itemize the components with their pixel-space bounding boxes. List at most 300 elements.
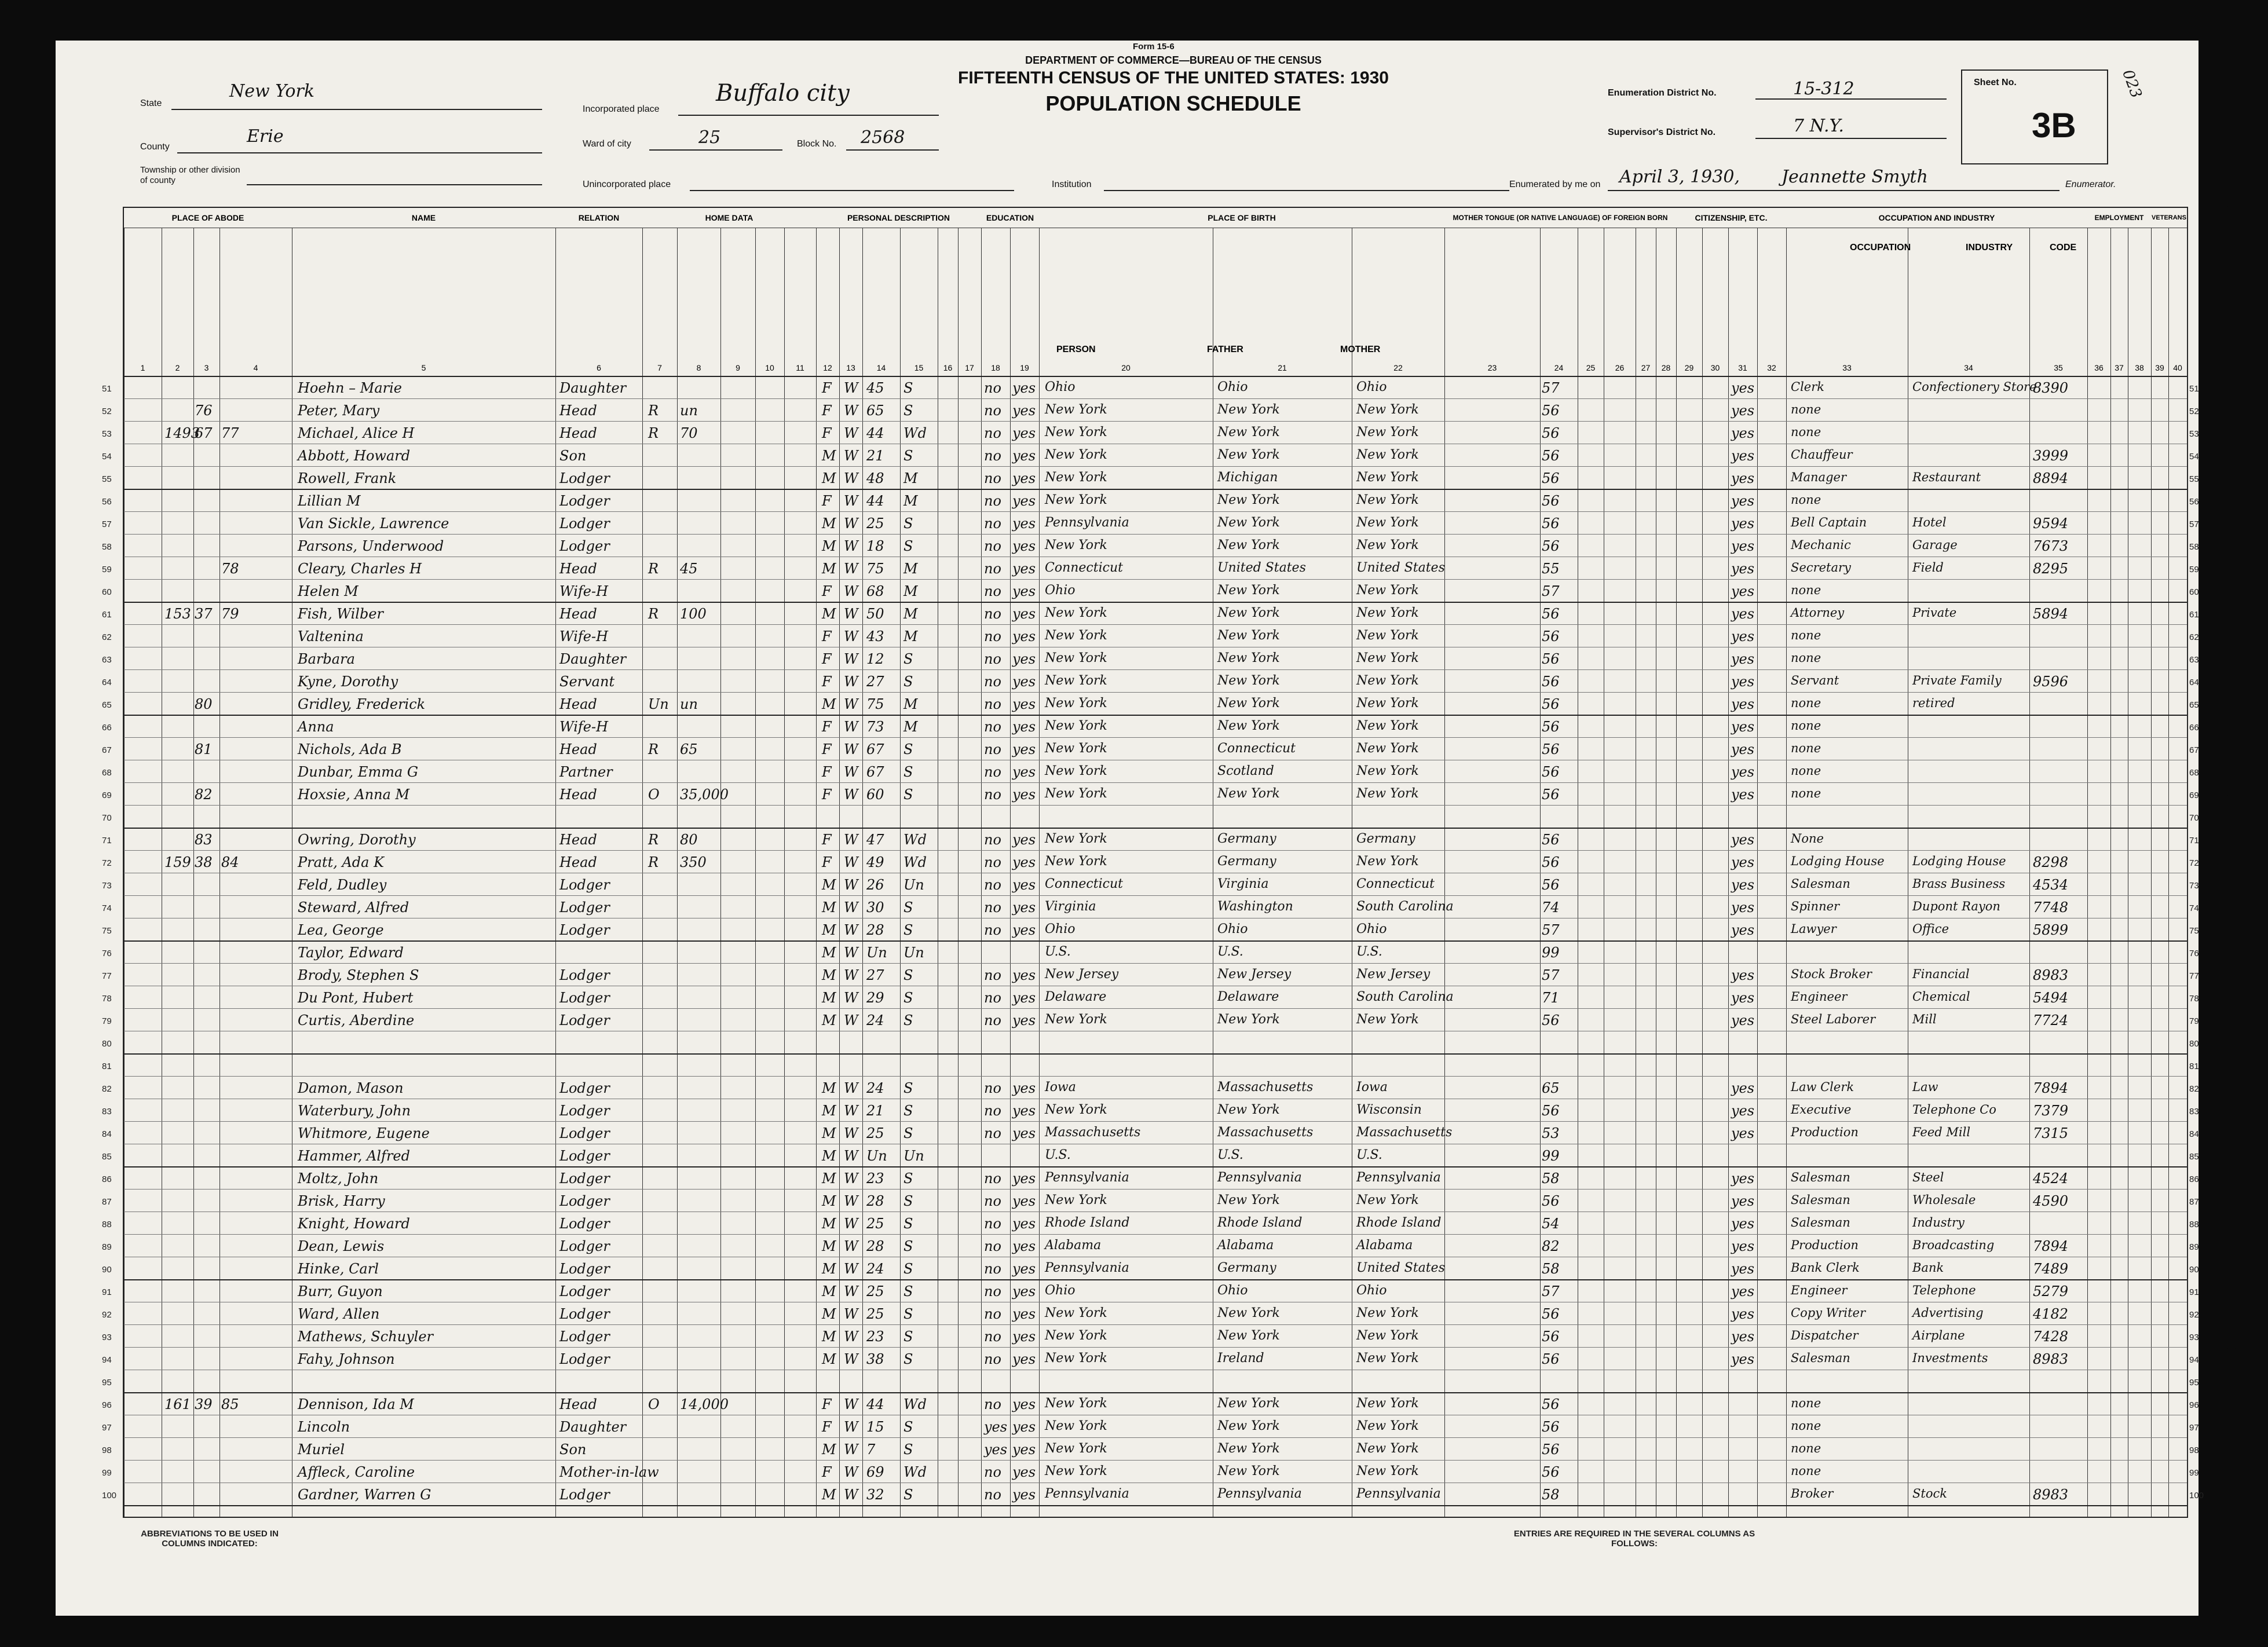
line-number: 68 [102, 768, 112, 778]
line-number: 66 [2189, 723, 2199, 733]
cell-sch: no [984, 1080, 1001, 1096]
cell-dw: 37 [195, 606, 213, 622]
cell-sex: M [822, 696, 836, 712]
cell-mb: Pennsylvania [1356, 1487, 1441, 1501]
cell-dw: 76 [195, 402, 213, 419]
cell-age: 67 [866, 764, 884, 780]
row-rule [124, 715, 2187, 716]
column-number: 39 [2155, 363, 2164, 372]
cell-fb: Massachusetts [1217, 1080, 1314, 1095]
column-number: 24 [1554, 363, 1564, 372]
cell-occ: Law Clerk [1791, 1080, 1854, 1094]
line-number: 72 [102, 858, 112, 868]
line-number: 80 [102, 1039, 112, 1049]
cell-fam: 77 [221, 425, 239, 441]
row-rule [124, 1189, 2187, 1190]
line-number: 94 [102, 1355, 112, 1365]
cell-fb: New York [1217, 696, 1280, 711]
cell-mb: New York [1356, 448, 1419, 462]
cell-eng: yes [1731, 899, 1755, 916]
cell-own: R [648, 561, 659, 577]
cell-age: 73 [866, 719, 884, 735]
cell-mar: Un [903, 877, 924, 893]
column-number: 33 [1842, 363, 1852, 372]
cell-rd: yes [1012, 1261, 1036, 1277]
cell-race: W [844, 922, 858, 938]
cell-rel: Head [559, 402, 597, 419]
cell-name: Dunbar, Emma G [298, 764, 419, 780]
cell-sex: F [822, 854, 832, 870]
cell-occ: Clerk [1791, 380, 1824, 394]
punch-hole [2223, 795, 2240, 812]
cell-mb: New York [1356, 606, 1419, 620]
cell-name: Feld, Dudley [298, 877, 387, 893]
cell-age: 25 [866, 1306, 884, 1322]
column-number: 2 [175, 363, 180, 372]
cell-mar: Wd [903, 425, 927, 441]
cell-occ: Production [1791, 1238, 1859, 1252]
cell-pb: New York [1045, 1441, 1107, 1456]
cell-mb: New York [1356, 470, 1419, 485]
column-number: 21 [1278, 363, 1287, 372]
footer [123, 1523, 2186, 1610]
cell-occ: none [1791, 719, 1821, 733]
line-number: 63 [102, 655, 112, 665]
cell-rel: Lodger [559, 1487, 610, 1503]
cell-sch: no [984, 1103, 1001, 1119]
cell-code: 56 [1542, 1351, 1560, 1367]
column-number: 34 [1964, 363, 1973, 372]
cell-sex: M [822, 945, 836, 961]
line-number: 56 [2189, 497, 2199, 507]
cell-mar: S [903, 922, 913, 938]
line-number: 70 [2189, 813, 2199, 823]
cell-sex: M [822, 1103, 836, 1119]
cell-race: W [844, 696, 858, 712]
column-number: 29 [1684, 363, 1694, 372]
line-number: 88 [2189, 1220, 2199, 1229]
row-rule [124, 1392, 2187, 1393]
cell-age: 28 [866, 1193, 884, 1209]
line-number: 83 [102, 1107, 112, 1117]
cell-age: 44 [866, 493, 884, 509]
cell-val: 45 [680, 561, 698, 577]
cell-code: 56 [1542, 493, 1560, 509]
cell-pb: New York [1045, 786, 1107, 801]
line-number: 55 [2189, 474, 2199, 484]
column-number: 10 [765, 363, 774, 372]
cell-mb: New York [1356, 515, 1419, 530]
cell-mar: S [903, 741, 913, 757]
cell-rel: Servant [559, 674, 615, 690]
cell-oc: 7428 [2033, 1328, 2069, 1345]
column-number: 9 [736, 363, 740, 372]
col-name: NAME [292, 208, 555, 228]
cell-mb: New York [1356, 1012, 1419, 1027]
column-number: 8 [696, 363, 701, 372]
line-number: 86 [2189, 1174, 2199, 1184]
cell-sex: F [822, 764, 832, 780]
cell-fb: New Jersey [1217, 967, 1292, 982]
column-number: 3 [204, 363, 209, 372]
cell-name: Mathews, Schuyler [298, 1328, 434, 1345]
state-label: State [140, 98, 162, 108]
cell-name: Burr, Guyon [298, 1283, 383, 1300]
cell-eng: yes [1731, 402, 1755, 419]
line-number: 53 [102, 429, 112, 439]
cell-rel: Lodger [559, 1080, 610, 1096]
department-line: DEPARTMENT OF COMMERCE—BUREAU OF THE CENSUS [1025, 54, 1322, 66]
cell-fb: New York [1217, 1193, 1280, 1207]
cell-mar: S [903, 1103, 913, 1119]
cell-fb: New York [1217, 1306, 1280, 1320]
cell-mb: New York [1356, 674, 1419, 688]
cell-name: Knight, Howard [298, 1216, 410, 1232]
cell-oc: 7894 [2033, 1080, 2069, 1096]
cell-rd: yes [1012, 561, 1036, 577]
line-number: 96 [2189, 1400, 2199, 1410]
cell-val: 70 [680, 425, 698, 441]
cell-code: 56 [1542, 1012, 1560, 1029]
cell-mb: New York [1356, 1441, 1419, 1456]
cell-rel: Lodger [559, 1170, 610, 1187]
cell-code: 99 [1542, 1148, 1560, 1164]
cell-house: 161 [164, 1396, 191, 1412]
cell-sex: F [822, 493, 832, 509]
cell-own: O [648, 786, 660, 803]
cell-mb: New York [1356, 764, 1419, 778]
cell-race: W [844, 493, 858, 509]
cell-mar: S [903, 786, 913, 803]
cell-pb: Connecticut [1045, 877, 1123, 891]
row-rule [124, 1234, 2187, 1235]
row-rule [124, 1324, 2187, 1325]
row-rule [124, 1437, 2187, 1438]
block-value: 2568 [861, 127, 905, 148]
cell-mar: Un [903, 945, 924, 961]
row-rule [124, 579, 2187, 580]
stamp-number: 023 [2119, 67, 2145, 101]
cell-rd: yes [1012, 967, 1036, 983]
cell-rd: yes [1012, 448, 1036, 464]
cell-sch: no [984, 1216, 1001, 1232]
cell-fb: Rhode Island [1217, 1216, 1303, 1230]
cell-fb: New York [1217, 538, 1280, 552]
cell-sex: M [822, 1351, 836, 1367]
row-rule [124, 1008, 2187, 1009]
cell-occ: Dispatcher [1791, 1328, 1859, 1342]
cell-rd: yes [1012, 380, 1036, 396]
cell-race: W [844, 651, 858, 667]
cell-fb: New York [1217, 1328, 1280, 1343]
cell-mb: New York [1356, 538, 1419, 552]
row-rule [124, 1460, 2187, 1461]
row-rule [124, 963, 2187, 964]
cell-sch: no [984, 1283, 1001, 1300]
column-number: 38 [2135, 363, 2144, 372]
col-employment: EMPLOYMENT [2087, 208, 2151, 228]
cell-name: Barbara [298, 651, 355, 667]
cell-sex: F [822, 1396, 832, 1412]
cell-name: Rowell, Frank [298, 470, 397, 486]
row-rule [124, 895, 2187, 896]
cell-code: 56 [1542, 786, 1560, 803]
sd-value: 7 N.Y. [1793, 116, 1844, 136]
cell-pb: Massachusetts [1045, 1125, 1141, 1140]
cell-name: Hinke, Carl [298, 1261, 379, 1277]
cell-name: Du Pont, Hubert [298, 990, 414, 1006]
cell-occ: Broker [1791, 1487, 1834, 1500]
cell-pb: New York [1045, 470, 1107, 485]
cell-sch: yes [984, 1441, 1008, 1458]
cell-rel: Lodger [559, 493, 610, 509]
cell-code: 54 [1542, 1216, 1560, 1232]
cell-code: 82 [1542, 1238, 1560, 1254]
cell-code: 99 [1542, 945, 1560, 961]
line-number: 99 [2189, 1468, 2199, 1478]
cell-race: W [844, 1103, 858, 1119]
cell-ind: Telephone [1912, 1283, 1976, 1297]
cell-mb: New York [1356, 1328, 1419, 1343]
cell-rel: Mother-in-law [559, 1464, 659, 1480]
cell-fb: Germany [1217, 1261, 1276, 1275]
cell-dw: 81 [195, 741, 213, 757]
cell-eng: yes [1731, 448, 1755, 464]
row-rule [124, 1053, 2187, 1055]
line-number: 87 [102, 1197, 112, 1207]
cell-mar: Wd [903, 854, 927, 870]
cell-mb: Pennsylvania [1356, 1170, 1441, 1185]
column-number: 28 [1661, 363, 1671, 372]
col-occupation: OCCUPATION AND INDUSTRY [1786, 208, 2087, 228]
cell-race: W [844, 1193, 858, 1209]
cell-sex: M [822, 1328, 836, 1345]
state-value: New York [229, 81, 314, 101]
cell-occ: Servant [1791, 674, 1839, 687]
cell-mb: New York [1356, 696, 1419, 711]
cell-pb: Rhode Island [1045, 1216, 1130, 1230]
cell-sch: no [984, 967, 1001, 983]
cell-age: 15 [866, 1419, 884, 1435]
cell-mar: S [903, 448, 913, 464]
unincorporated-label: Unincorporated place [583, 180, 671, 189]
line-number: 85 [102, 1152, 112, 1162]
cell-mar: S [903, 1238, 913, 1254]
cell-age: 44 [866, 1396, 884, 1412]
cell-mar: S [903, 651, 913, 667]
cell-rel: Head [559, 741, 597, 757]
row-rule [124, 1505, 2187, 1506]
col-place-of-abode: PLACE OF ABODE [124, 208, 292, 228]
cell-rd: yes [1012, 1419, 1036, 1435]
cell-mar: S [903, 1125, 913, 1141]
line-number: 87 [2189, 1197, 2199, 1207]
cell-own: R [648, 832, 659, 848]
row-rule [124, 602, 2187, 603]
form-number: Form 15-6 [1133, 42, 1175, 52]
cell-sex: M [822, 515, 836, 532]
cell-sex: M [822, 606, 836, 622]
cell-name: Waterbury, John [298, 1103, 411, 1119]
cell-ind: Advertising [1912, 1306, 1984, 1320]
cell-age: 21 [866, 1103, 884, 1119]
cell-mb: New York [1356, 854, 1419, 869]
cell-oc: 5894 [2033, 606, 2069, 622]
cell-rel: Son [559, 1441, 587, 1458]
cell-rd: yes [1012, 1306, 1036, 1322]
cell-race: W [844, 764, 858, 780]
line-number: 75 [102, 926, 112, 936]
row-rule [124, 782, 2187, 783]
cell-age: Un [866, 1148, 887, 1164]
cell-mar: M [903, 696, 918, 712]
cell-pb: New York [1045, 1193, 1107, 1207]
cell-rel: Lodger [559, 1328, 610, 1345]
cell-sch: no [984, 1328, 1001, 1345]
row-rule [124, 1166, 2187, 1167]
cell-ind: Airplane [1912, 1328, 1965, 1342]
cell-sch: no [984, 1306, 1001, 1322]
cell-fb: New York [1217, 1396, 1280, 1411]
footer-entries: ENTRIES ARE REQUIRED IN THE SEVERAL COLUMNS AS FOLLOWS: [1513, 1529, 1755, 1549]
cell-pb: New York [1045, 425, 1107, 440]
cell-occ: none [1791, 1441, 1821, 1455]
cell-mar: Wd [903, 1396, 927, 1412]
cell-sex: M [822, 1238, 836, 1254]
cell-name: Valtenina [298, 628, 364, 645]
line-number: 93 [2189, 1333, 2199, 1342]
line-number: 71 [102, 836, 112, 846]
cell-pb: New York [1045, 764, 1107, 778]
cell-name: Gardner, Warren G [298, 1487, 431, 1503]
sd-label: Supervisor's District No. [1608, 127, 1716, 137]
cell-sch: no [984, 877, 1001, 893]
column-number: 40 [2173, 363, 2182, 372]
line-number: 99 [102, 1468, 112, 1478]
cell-age: 25 [866, 1125, 884, 1141]
cell-rd: yes [1012, 899, 1036, 916]
cell-fb: New York [1217, 606, 1280, 620]
cell-age: 50 [866, 606, 884, 622]
cell-mar: S [903, 515, 913, 532]
line-number: 74 [102, 903, 112, 913]
cell-fb: Ohio [1217, 922, 1248, 936]
cell-rel: Lodger [559, 1148, 610, 1164]
cell-code: 56 [1542, 1396, 1560, 1412]
line-number: 68 [2189, 768, 2199, 778]
cell-pb: New York [1045, 651, 1107, 665]
cell-dw: 38 [195, 854, 213, 870]
cell-sch: no [984, 1238, 1001, 1254]
sub-code: CODE [2050, 243, 2077, 252]
cell-ind: Brass Business [1912, 877, 2006, 891]
cell-sex: M [822, 1261, 836, 1277]
col-veterans: VETERANS [2151, 208, 2187, 228]
cell-age: 67 [866, 741, 884, 757]
cell-rel: Lodger [559, 990, 610, 1006]
cell-house: 1493 [164, 425, 200, 441]
cell-rd: yes [1012, 990, 1036, 1006]
cell-sch: no [984, 515, 1001, 532]
cell-rel: Head [559, 606, 597, 622]
cell-rd: yes [1012, 606, 1036, 622]
line-number: 58 [102, 542, 112, 552]
cell-ind: Bank [1912, 1261, 1944, 1275]
cell-eng: yes [1731, 741, 1755, 757]
cell-occ: Chauffeur [1791, 448, 1853, 462]
cell-eng: yes [1731, 1306, 1755, 1322]
line-number: 54 [102, 452, 112, 462]
cell-eng: yes [1731, 1193, 1755, 1209]
cell-mb: New York [1356, 741, 1419, 756]
cell-age: 49 [866, 854, 884, 870]
cell-name: Moltz, John [298, 1170, 379, 1187]
cell-mb: New York [1356, 1396, 1419, 1411]
cell-race: W [844, 967, 858, 983]
cell-fb: Ohio [1217, 1283, 1248, 1298]
cell-own: Un [648, 696, 669, 712]
line-number: 51 [2189, 384, 2199, 394]
cell-code: 56 [1542, 1419, 1560, 1435]
cell-eng: yes [1731, 1103, 1755, 1119]
cell-fam: 78 [221, 561, 239, 577]
cell-rd: yes [1012, 786, 1036, 803]
cell-rel: Lodger [559, 1125, 610, 1141]
cell-occ: none [1791, 741, 1821, 755]
cell-rd: yes [1012, 1103, 1036, 1119]
cell-pb: New York [1045, 741, 1107, 756]
cell-sex: F [822, 402, 832, 419]
column-number: 36 [2094, 363, 2104, 372]
cell-own: R [648, 402, 659, 419]
cell-sex: M [822, 1080, 836, 1096]
cell-eng: yes [1731, 380, 1755, 396]
cell-mar: S [903, 1283, 913, 1300]
cell-sex: M [822, 899, 836, 916]
cell-sch: no [984, 1170, 1001, 1187]
cell-fb: Pennsylvania [1217, 1170, 1302, 1185]
cell-mb: South Carolina [1356, 899, 1454, 914]
cell-age: 32 [866, 1487, 884, 1503]
cell-rel: Head [559, 832, 597, 848]
row-rule [124, 850, 2187, 851]
cell-age: Un [866, 945, 887, 961]
cell-mar: S [903, 1351, 913, 1367]
cell-rel: Partner [559, 764, 613, 780]
cell-occ: Salesman [1791, 1351, 1850, 1365]
line-number: 51 [102, 384, 112, 394]
cell-oc: 7724 [2033, 1012, 2069, 1029]
cell-race: W [844, 448, 858, 464]
cell-rd: yes [1012, 854, 1036, 870]
cell-eng: yes [1731, 967, 1755, 983]
cell-race: W [844, 1216, 858, 1232]
cell-oc: 5494 [2033, 990, 2069, 1006]
cell-race: W [844, 1238, 858, 1254]
cell-sch: no [984, 583, 1001, 599]
cell-sch: no [984, 561, 1001, 577]
cell-mb: United States [1356, 561, 1445, 575]
cell-occ: Mechanic [1791, 538, 1851, 552]
cell-eng: yes [1731, 696, 1755, 712]
ward-value: 25 [698, 127, 721, 148]
cell-code: 58 [1542, 1487, 1560, 1503]
cell-race: W [844, 1148, 858, 1164]
county-label: County [140, 142, 170, 152]
cell-rd: yes [1012, 674, 1036, 690]
cell-oc: 7894 [2033, 1238, 2069, 1254]
cell-name: Van Sickle, Lawrence [298, 515, 449, 532]
